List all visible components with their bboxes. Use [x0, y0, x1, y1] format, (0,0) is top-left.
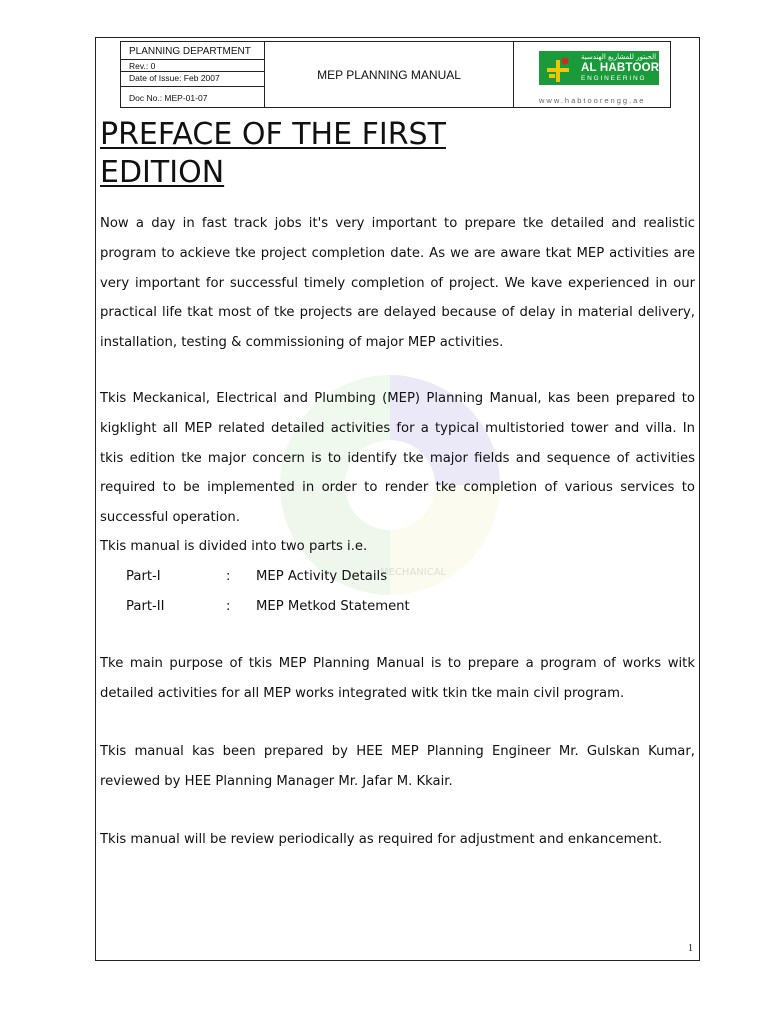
department-label: PLANNING DEPARTMENT [129, 46, 251, 57]
divider [121, 86, 264, 87]
paragraph-purpose: Tke main purpose of tkis MEP Planning Manual is to prepare a program of works witk detailed activities for all MEP works integrated witk tkin tke main civil program. [100, 656, 695, 701]
issue-date-label: Date of Issue: Feb 2007 [129, 73, 220, 83]
list-item [126, 562, 410, 592]
company-logo [539, 51, 659, 85]
company-website: www.habtoorengg.ae [539, 96, 646, 105]
logo-subtitle: ENGINEERING [581, 75, 647, 82]
part-colon: : [226, 569, 231, 584]
paragraph-intro: Now a day in fast track jobs it's very important to prepare tke detailed and realistic program to ackieve tke project completion date. As we are aware tkat MEP activities are very important for successful timely completion of project. We kave experienced in our practical life tkat most of tke projects are delayed because of delay in material delivery, installation, testing & commissioning of major MEP activities. [100, 216, 695, 351]
document-header [100, 37, 671, 112]
logo-arabic-text: الحبتور للمشاريع الهندسية [581, 53, 657, 61]
paragraph-authors: Tkis manual kas been prepared by HEE MEP Planning Engineer Mr. Gulskan Kumar, reviewed by HEE Planning Manager Mr. Jafar M. Kkair. [100, 744, 695, 789]
manual-title-box [265, 41, 513, 108]
part-colon: : [226, 598, 231, 614]
paragraph-parts-intro: Tkis manual is divided into two parts i.e. [100, 539, 368, 554]
parts-list [126, 562, 410, 622]
part-name: Part-I [126, 569, 161, 584]
logo-company-name: AL HABTOOR [581, 62, 660, 74]
part-description: MEP Metkod Statement [256, 598, 410, 614]
title-line-1: PREFACE OF THE FIRST [100, 117, 446, 152]
divider [121, 59, 264, 60]
divider [121, 71, 264, 72]
paragraph-review: Tkis manual will be review periodically as required for adjustment and enkancement. [100, 832, 663, 847]
revision-label: Rev.: 0 [129, 61, 156, 71]
doc-number-label: Doc No.: MEP-01-07 [129, 93, 208, 103]
list-item [126, 592, 410, 622]
manual-title: MEP PLANNING MANUAL [317, 67, 461, 82]
title-line-2: EDITION [100, 155, 225, 190]
paragraph-scope: Tkis Meckanical, Electrical and Plumbing (MEP) Planning Manual, kas been prepared to kigklight all MEP related detailed activities for a typical multistoried tower and villa. In tkis edition tke major concern is to identify tke major fields and sequence of activities required to be implemented in order to render tke completion of various services to successful operation. [100, 391, 695, 526]
doc-info-box [120, 41, 265, 108]
watermark-label: MECHANICAL [380, 567, 447, 578]
page-title [100, 116, 446, 192]
part-description: MEP Activity Details [256, 569, 388, 584]
habtoor-emblem-icon [543, 56, 573, 84]
page-number: 1 [688, 943, 693, 954]
part-name: Part-II [126, 598, 165, 614]
company-logo-box [513, 41, 671, 108]
